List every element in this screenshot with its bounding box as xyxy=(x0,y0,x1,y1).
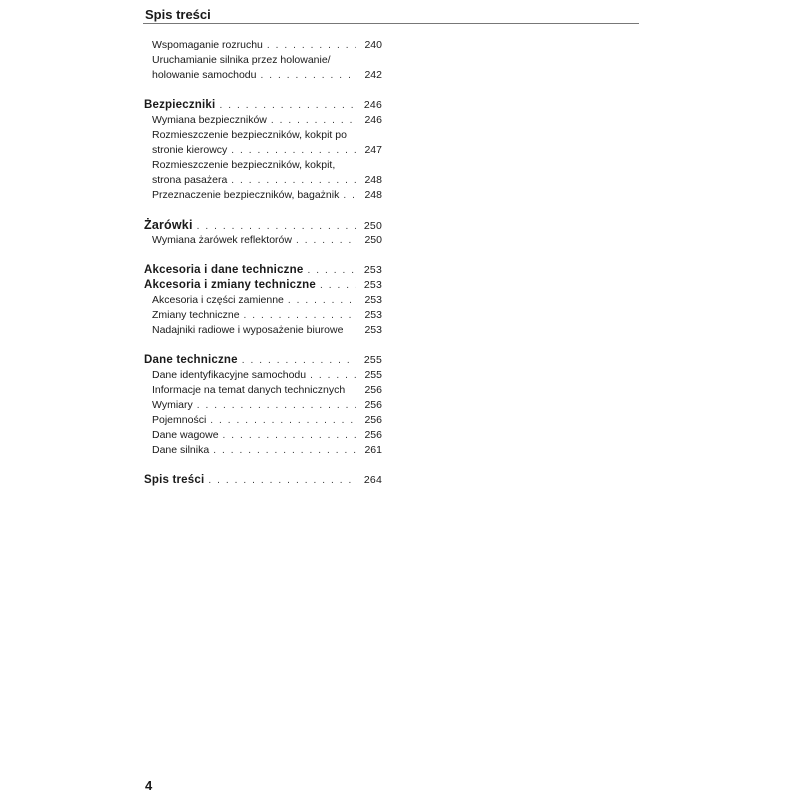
toc-section-page: 246 xyxy=(363,99,382,111)
toc-section-page: 255 xyxy=(363,354,382,366)
toc-entry-page: 253 xyxy=(364,294,382,306)
toc-leader xyxy=(208,473,356,488)
toc-entry[interactable] xyxy=(144,233,382,248)
toc-entry xyxy=(144,158,382,173)
toc-entry-text: Dane identyfikacyjne samochodu xyxy=(152,369,307,381)
toc-entry-page: 253 xyxy=(364,324,382,336)
toc-entry[interactable] xyxy=(144,68,382,83)
toc-section-heading[interactable] xyxy=(144,473,382,488)
toc-leader xyxy=(223,428,356,443)
toc-leader xyxy=(343,188,356,203)
toc-entry-text: holowanie samochodu xyxy=(152,69,257,81)
toc-section-text: Akcesoria i dane techniczne xyxy=(144,264,304,276)
toc-entry[interactable] xyxy=(144,38,382,53)
toc-leader xyxy=(231,143,356,158)
toc-entry-text: Dane wagowe xyxy=(152,429,219,441)
header-divider xyxy=(143,23,639,24)
toc-section-text: Akcesoria i zmiany techniczne xyxy=(144,279,316,291)
table-of-contents xyxy=(144,38,382,488)
toc-leader xyxy=(288,293,356,308)
toc-leader xyxy=(210,413,356,428)
toc-entry-page: 256 xyxy=(364,429,382,441)
toc-section-page: 264 xyxy=(363,474,382,486)
toc-entry-text: Dane silnika xyxy=(152,444,210,456)
toc-section-page: 250 xyxy=(363,220,382,232)
toc-leader xyxy=(242,353,356,368)
toc-leader xyxy=(231,173,356,188)
toc-entry-text: Rozmieszczenie bezpieczników, kokpit, xyxy=(152,159,336,171)
toc-entry[interactable] xyxy=(144,428,382,443)
toc-entry-page: 247 xyxy=(364,144,382,156)
toc-entry-text: strona pasażera xyxy=(152,174,228,186)
toc-section-text: Bezpieczniki xyxy=(144,99,216,111)
toc-leader xyxy=(213,443,356,458)
toc-entry-text: Wymiary xyxy=(152,399,193,411)
toc-section-page: 253 xyxy=(363,264,382,276)
page-number: 4 xyxy=(145,778,153,793)
toc-entry xyxy=(144,53,382,68)
toc-entry[interactable] xyxy=(144,188,382,203)
toc-entry[interactable] xyxy=(144,383,382,398)
toc-section-text: Dane techniczne xyxy=(144,354,238,366)
toc-entry-text: Przeznaczenie bezpieczników, bagażnik xyxy=(152,189,340,201)
toc-entry-text: stronie kierowcy xyxy=(152,144,228,156)
toc-entry-text: Informacje na temat danych technicznych xyxy=(152,384,346,396)
toc-section-heading[interactable] xyxy=(144,98,382,113)
toc-entry-text: Wymiana bezpieczników xyxy=(152,114,267,126)
toc-entry-text: Rozmieszczenie bezpieczników, kokpit po xyxy=(152,129,347,141)
toc-leader xyxy=(267,38,356,53)
toc-entry-page: 261 xyxy=(364,444,382,456)
toc-entry[interactable] xyxy=(144,443,382,458)
toc-leader xyxy=(320,278,356,293)
toc-entry-text: Uruchamianie silnika przez holowanie/ xyxy=(152,54,331,66)
toc-entry[interactable] xyxy=(144,113,382,128)
toc-entry[interactable] xyxy=(144,173,382,188)
toc-section-heading[interactable] xyxy=(144,263,382,278)
toc-entry-page: 256 xyxy=(364,414,382,426)
toc-leader xyxy=(261,68,357,83)
toc-section-heading[interactable] xyxy=(144,218,382,233)
toc-entry-text: Pojemności xyxy=(152,414,207,426)
toc-entry[interactable] xyxy=(144,398,382,413)
toc-entry[interactable] xyxy=(144,413,382,428)
toc-leader xyxy=(244,308,356,323)
toc-entry-page: 242 xyxy=(364,69,382,81)
toc-entry[interactable] xyxy=(144,368,382,383)
toc-entry-page: 248 xyxy=(364,189,382,201)
toc-entry-text: Zmiany techniczne xyxy=(152,309,240,321)
toc-section-text: Spis treści xyxy=(144,474,205,486)
toc-entry-text: Wspomaganie rozruchu xyxy=(152,39,263,51)
toc-leader xyxy=(197,398,356,413)
toc-entry-page: 256 xyxy=(364,384,382,396)
toc-entry-text: Nadajniki radiowe i wyposażenie biurowe xyxy=(152,324,344,336)
toc-leader xyxy=(307,263,356,278)
toc-entry xyxy=(144,128,382,143)
toc-entry[interactable] xyxy=(144,323,382,338)
toc-entry[interactable] xyxy=(144,293,382,308)
toc-section-page: 253 xyxy=(363,279,382,291)
toc-entry-page: 250 xyxy=(364,234,382,246)
toc-entry-page: 255 xyxy=(364,369,382,381)
toc-leader xyxy=(310,368,356,383)
toc-entry-page: 240 xyxy=(364,39,382,51)
toc-section-heading[interactable] xyxy=(144,353,382,368)
toc-entry-text: Wymiana żarówek reflektorów xyxy=(152,234,292,246)
toc-leader xyxy=(219,98,356,113)
toc-entry-text: Akcesoria i części zamienne xyxy=(152,294,284,306)
toc-section-text: Żarówki xyxy=(144,218,193,232)
toc-entry-page: 253 xyxy=(364,309,382,321)
toc-leader xyxy=(197,219,356,234)
page-header-title: Spis treści xyxy=(145,7,211,22)
toc-entry[interactable] xyxy=(144,308,382,323)
toc-entry[interactable] xyxy=(144,143,382,158)
toc-leader xyxy=(296,233,356,248)
toc-leader xyxy=(271,113,356,128)
toc-entry-page: 246 xyxy=(364,114,382,126)
toc-entry-page: 248 xyxy=(364,174,382,186)
toc-section-heading[interactable] xyxy=(144,278,382,293)
toc-entry-page: 256 xyxy=(364,399,382,411)
